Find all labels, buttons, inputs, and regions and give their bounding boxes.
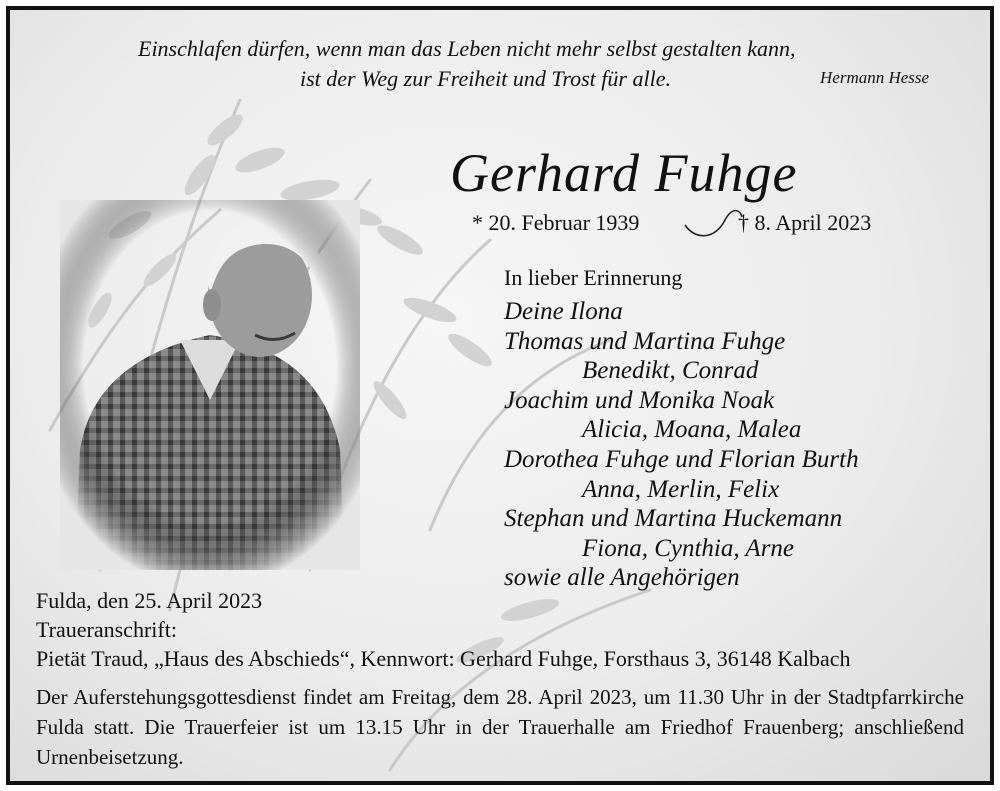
list-item: Thomas und Martina Fuhge — [504, 327, 786, 355]
list-item: sowie alle Angehörigen — [504, 564, 740, 592]
list-item: Benedikt, Conrad — [582, 357, 759, 385]
quote-line-1: Einschlafen dürfen, wenn man das Leben nicht mehr selbst gestalten kann, — [138, 36, 796, 61]
obituary-frame — [6, 6, 994, 785]
list-item: Stephan und Martina Huckemann — [504, 505, 843, 533]
service-details: Der Auferstehungsgottesdienst findet am Freitag, dem 28. April 2023, um 11.30 Uhr in der Stadtpfarrkirche Fulda statt. Die Trauerfeier ist um 13.15 Uhr in der Trauerhalle am Friedhof Frauenberg; anschließend Urnenbeisetzung. — [36, 685, 964, 769]
list-item: Anna, Merlin, Felix — [582, 475, 780, 503]
address-label: Traueranschrift: — [36, 617, 177, 642]
place-date: Fulda, den 25. April 2023 — [36, 588, 263, 613]
list-item: Dorothea Fuhge und Florian Burth — [504, 445, 859, 473]
death-date: † 8. April 2023 — [738, 210, 872, 235]
quote-line-2: ist der Weg zur Freiheit und Trost für alle. — [300, 66, 671, 91]
portrait-photo — [60, 200, 360, 570]
list-item: Alicia, Moana, Malea — [582, 416, 802, 444]
memory-intro: In lieber Erinnerung — [504, 265, 683, 290]
list-item: Fiona, Cynthia, Arne — [582, 534, 795, 562]
mourners-list — [504, 297, 859, 593]
birth-date: * 20. Februar 1939 — [472, 210, 640, 235]
funeral-address: Pietät Traud, „Haus des Abschieds“, Kennwort: Gerhard Fuhge, Forsthaus 3, 36148 Kalbach — [36, 646, 851, 671]
deceased-name: Gerhard Fuhge — [450, 143, 798, 203]
list-item: Joachim und Monika Noak — [504, 386, 775, 414]
quote-author: Hermann Hesse — [820, 68, 930, 87]
list-item: Deine Ilona — [504, 298, 623, 325]
